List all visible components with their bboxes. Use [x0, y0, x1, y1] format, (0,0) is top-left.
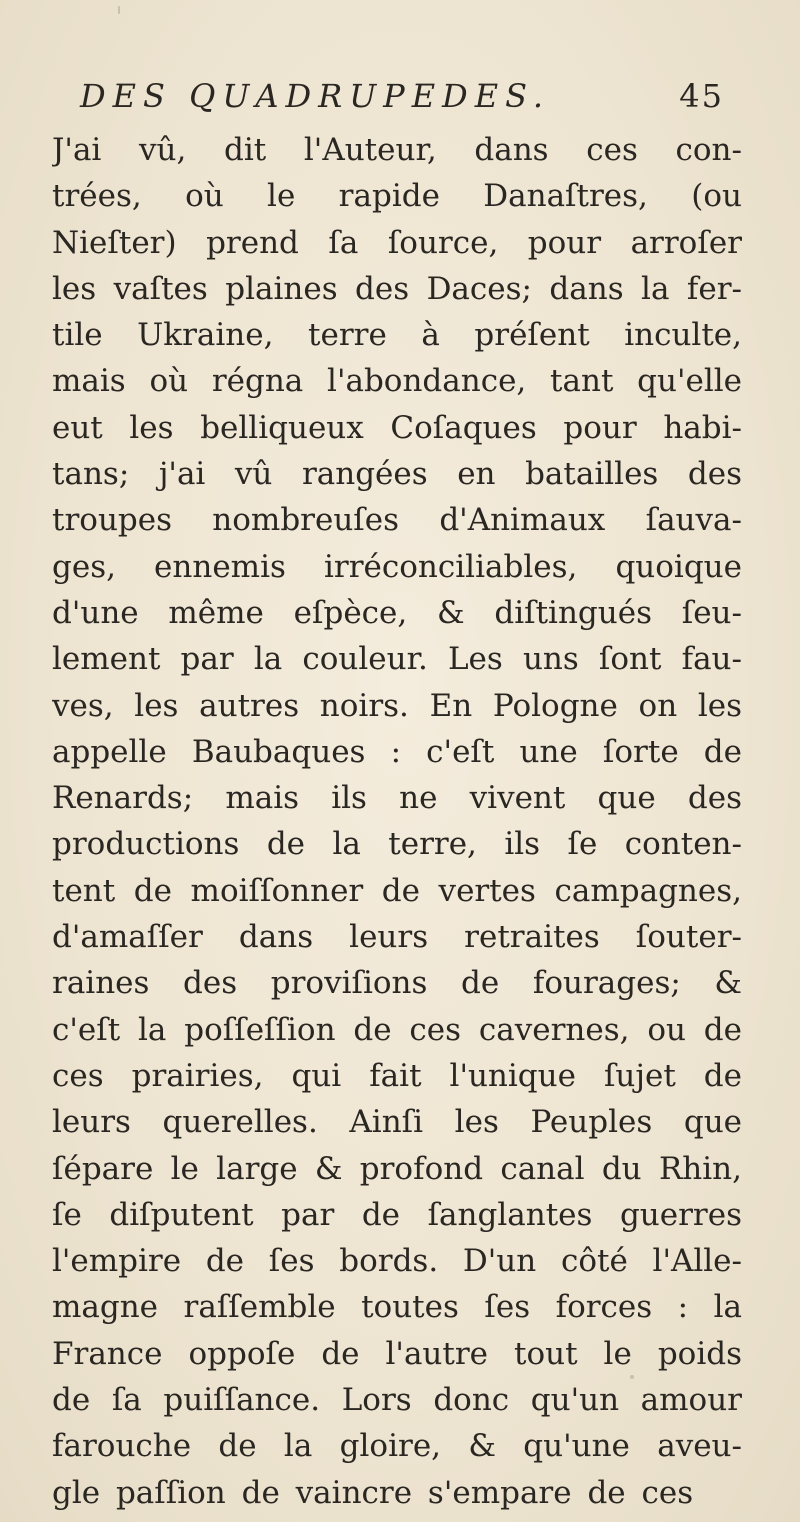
body-text [52, 127, 742, 1516]
text-line: ves, les autres noirs. En Pologne on les [52, 687, 742, 724]
text-line: leurs querelles. Ainſi les Peuples que [52, 1104, 742, 1141]
text-line: trées, où le rapide Danaſtres, (ou [52, 178, 742, 215]
text-line: eut les belliqueux Coſaques pour habi- [52, 409, 742, 446]
text-line: raines des proviſions de fourages; & [52, 965, 742, 1002]
text-line: gle paſſion de vaincre s'empare de ces [52, 1474, 694, 1511]
text-line: troupes nombreuſes d'Animaux ſauva- [52, 502, 742, 539]
text-line: les vaſtes plaines des Daces; dans la fer- [52, 270, 742, 307]
text-line: appelle Baubaques : c'eſt une ſorte de [52, 733, 742, 770]
text-line: l'empire de ſes bords. D'un côté l'Alle- [52, 1243, 742, 1280]
text-line: lement par la couleur. Les uns ſont fau- [52, 641, 742, 678]
text-line: mais où régna l'abondance, tant qu'elle [52, 363, 742, 400]
text-line: farouche de la gloire, & qu'une aveu- [52, 1428, 742, 1465]
text-line: tans; j'ai vû rangées en batailles des [52, 456, 742, 493]
text-line: tile Ukraine, terre à préſent inculte, [52, 317, 742, 354]
text-line: France oppoſe de l'autre tout le poids [52, 1335, 742, 1372]
page-number: 45 [679, 77, 724, 115]
paper-speck [118, 6, 120, 14]
text-line: tent de moiſſonner de vertes campagnes, [52, 872, 742, 909]
text-line: Renards; mais ils ne vivent que des [52, 780, 742, 817]
text-line: c'eſt la poſſeſſion de ces cavernes, ou de [52, 1011, 742, 1048]
text-line: ces prairies, qui fait l'unique ſujet de [52, 1057, 742, 1094]
text-line: ſe diſputent par de ſanglantes guerres [52, 1196, 742, 1233]
paper-speck [630, 1375, 634, 1379]
text-line: Nieſter) prend ſa ſource, pour arroſer [52, 224, 742, 261]
text-line: magne raſſemble toutes ſes forces : la [52, 1289, 742, 1326]
text-line: ges, ennemis irréconciliables, quoique [52, 548, 742, 585]
text-line: ſépare le large & profond canal du Rhin, [52, 1150, 742, 1187]
text-line: productions de la terre, ils ſe conten- [52, 826, 742, 863]
running-head [70, 74, 730, 118]
text-line: J'ai vû, dit l'Auteur, dans ces con- [52, 132, 742, 168]
text-line: de ſa puiſſance. Lors donc qu'un amour [52, 1382, 742, 1419]
text-line: d'une même eſpèce, & diſtingués ſeu- [52, 594, 742, 631]
running-head-title: DES QUADRUPEDES. [80, 77, 551, 115]
text-line: d'amaſſer dans leurs retraites ſouter- [52, 919, 742, 956]
